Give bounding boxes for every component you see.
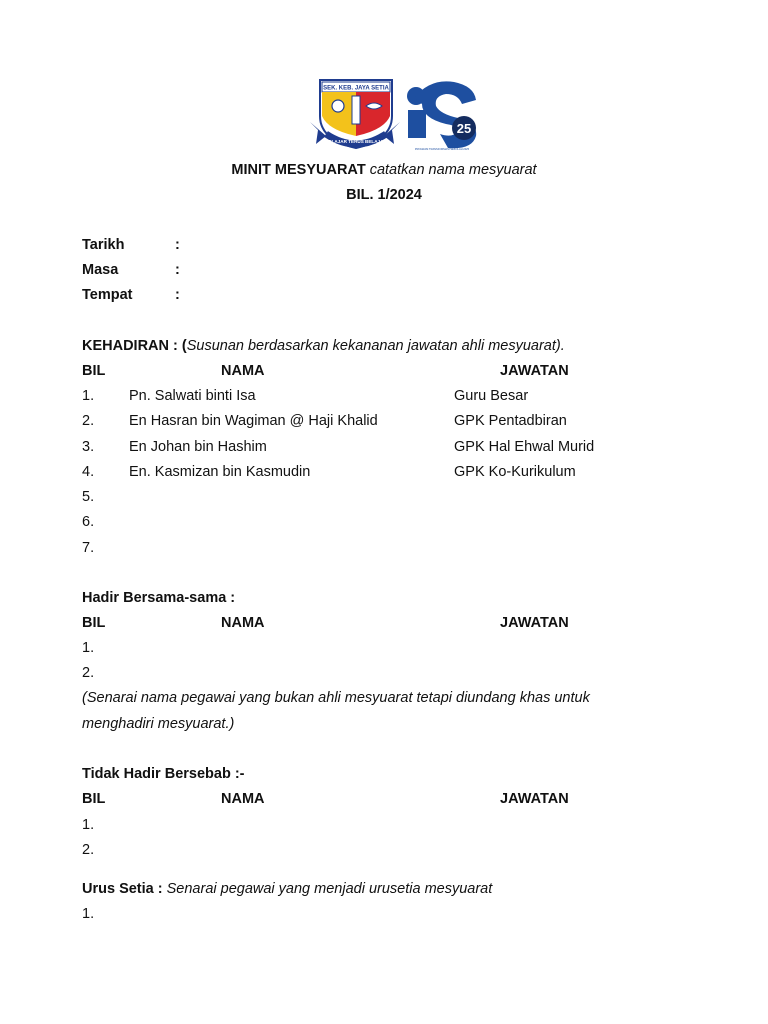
- urus-setia-label: Urus Setia :: [82, 881, 163, 897]
- tidak-hadir-heading: Tidak Hadir Bersebab :-: [82, 766, 245, 782]
- kehadiran-row-no: 6.: [82, 514, 95, 530]
- hadir-bersama-note-line2: menghadiri mesyuarat.): [82, 716, 235, 732]
- urus-setia-desc: Senarai pegawai yang menjadi urusetia mesyuarat: [166, 881, 493, 897]
- tarikh-colon: :: [175, 237, 180, 253]
- tidak-hadir-col-nama: NAMA: [221, 791, 265, 807]
- kehadiran-row-jawatan: GPK Hal Ehwal Murid: [454, 439, 595, 455]
- kehadiran-row-nama: En Hasran bin Wagiman @ Haji Khalid: [129, 413, 378, 429]
- hadir-bersama-col-bil: BIL: [82, 615, 106, 631]
- kehadiran-row-nama: Pn. Salwati binti Isa: [129, 388, 256, 404]
- kehadiran-row-nama: En Johan bin Hashim: [129, 439, 267, 455]
- title-italic: catatkan nama mesyuarat: [369, 162, 537, 178]
- kehadiran-row-jawatan: GPK Ko-Kurikulum: [454, 464, 576, 480]
- masa-label: Masa: [82, 262, 119, 278]
- document-title: [0, 162, 768, 178]
- ts25-logo: [400, 74, 483, 154]
- urus-setia-line: [82, 881, 492, 897]
- hadir-bersama-col-jawatan: JAWATAN: [500, 615, 569, 631]
- header-logos: [308, 74, 483, 154]
- kehadiran-row-no: 5.: [82, 489, 95, 505]
- kehadiran-col-jawatan: JAWATAN: [500, 363, 569, 379]
- kehadiran-col-nama: NAMA: [221, 363, 265, 379]
- tidak-hadir-col-bil: BIL: [82, 791, 106, 807]
- kehadiran-heading: [82, 338, 565, 354]
- kehadiran-row-jawatan: Guru Besar: [454, 388, 529, 404]
- masa-colon: :: [175, 262, 180, 278]
- crest-top-text: SEK. KEB. JAYA SETIA: [323, 85, 389, 92]
- kehadiran-row-nama: En. Kasmizan bin Kasmudin: [129, 464, 311, 480]
- bil-number: BIL. 1/2024: [346, 187, 422, 203]
- kehadiran-row-no: 1.: [82, 388, 95, 404]
- kehadiran-row-no: 7.: [82, 540, 95, 556]
- kehadiran-heading-bold: KEHADIRAN : (: [82, 338, 187, 354]
- kehadiran-row-jawatan: GPK Pentadbiran: [454, 413, 567, 429]
- kehadiran-row-no: 2.: [82, 413, 95, 429]
- hadir-bersama-heading: Hadir Bersama-sama :: [82, 590, 236, 606]
- urus-setia-row-no: 1.: [82, 906, 95, 922]
- kehadiran-heading-note: Susunan berdasarkan kekananan jawatan ahli mesyuarat).: [186, 338, 565, 354]
- kehadiran-col-bil: BIL: [82, 363, 106, 379]
- crest-motto-text: BELAJAR TERUS BELAJAR: [325, 139, 387, 144]
- kehadiran-row-no: 3.: [82, 439, 95, 455]
- tempat-label: Tempat: [82, 287, 133, 303]
- hadir-bersama-col-nama: NAMA: [221, 615, 265, 631]
- tidak-hadir-row-no: 2.: [82, 842, 95, 858]
- ts25-caption: PROGRAM TRANSFORMASI SEKOLAH 2025: [414, 148, 470, 151]
- hadir-bersama-row-no: 2.: [82, 665, 95, 681]
- tidak-hadir-col-jawatan: JAWATAN: [500, 791, 569, 807]
- hadir-bersama-note-line1: (Senarai nama pegawai yang bukan ahli mesyuarat tetapi diundang khas untuk: [82, 690, 590, 706]
- kehadiran-row-no: 4.: [82, 464, 95, 480]
- tidak-hadir-row-no: 1.: [82, 817, 95, 833]
- hadir-bersama-row-no: 1.: [82, 640, 95, 656]
- title-bold: MINIT MESYUARAT: [231, 162, 366, 178]
- ts25-number: 25: [456, 121, 472, 136]
- tarikh-label: Tarikh: [82, 237, 125, 253]
- tempat-colon: :: [175, 287, 180, 303]
